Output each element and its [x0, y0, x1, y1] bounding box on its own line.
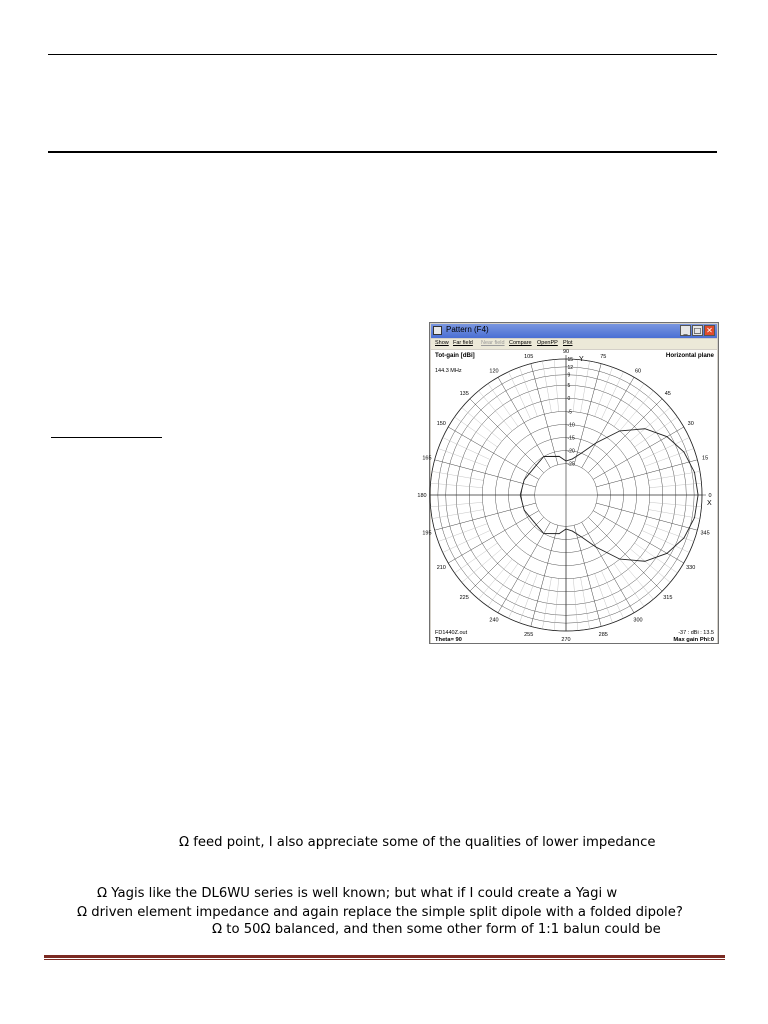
gain-point — [694, 472, 695, 473]
grid-spoke — [582, 522, 634, 613]
angle-label: 60 — [634, 368, 642, 375]
footer-rule — [44, 955, 725, 958]
gain-point — [534, 468, 535, 469]
section-underline — [51, 437, 162, 438]
gain-point — [534, 521, 535, 522]
gain-point — [645, 561, 646, 562]
radial-label: -5 — [567, 409, 572, 416]
gain-point — [520, 495, 521, 496]
grid-spoke — [593, 427, 684, 479]
grid-spoke — [581, 361, 590, 413]
gain-point — [667, 436, 668, 437]
menu-show[interactable]: Show — [435, 340, 449, 346]
angle-label: 210 — [436, 565, 446, 571]
grid-spoke — [470, 399, 544, 473]
grid-spoke — [642, 530, 689, 552]
gain-point — [596, 443, 597, 444]
grid-spoke — [470, 517, 544, 591]
max-gain-label: Max gain Phi:0 — [673, 637, 714, 643]
grid-spoke — [648, 510, 700, 519]
gain-label: Tot-gain [dBi] — [435, 352, 475, 359]
gain-point — [645, 428, 646, 429]
body-line-2: Ω Yagis like the DL6WU series is well known; but what if I could create a Yagi w — [97, 886, 618, 901]
theta-label: Theta= 90 — [435, 637, 462, 643]
grid-spoke — [432, 510, 484, 519]
title-rule — [48, 151, 717, 153]
angle-label: 150 — [436, 421, 446, 427]
grid-spoke — [443, 530, 490, 552]
angle-label: 300 — [633, 617, 643, 624]
angle-label: 180 — [417, 493, 427, 499]
grid-spoke — [582, 377, 634, 468]
radial-label: 5 — [567, 383, 571, 390]
x-axis-label: X — [707, 500, 712, 507]
grid-spoke — [498, 522, 550, 613]
radial-label: 0 — [567, 396, 571, 403]
grid-spoke — [542, 361, 551, 413]
angle-label: 75 — [600, 353, 607, 360]
grid-spoke — [581, 577, 590, 629]
radial-label: 12 — [567, 364, 574, 371]
grid-spoke — [648, 471, 700, 480]
grid-spoke — [574, 364, 601, 465]
menu-plot[interactable]: Plot — [563, 340, 573, 346]
grid-spoke — [448, 511, 539, 563]
gain-point — [698, 495, 699, 496]
body-line-4: Ω to 50Ω balanced, and then some other form of 1:1 balun could be — [212, 922, 661, 937]
window-titlebar[interactable] — [431, 324, 717, 338]
grid-spoke — [498, 377, 550, 468]
polar-chart — [417, 349, 717, 643]
angle-label: 225 — [459, 594, 469, 601]
menu-near-field[interactable]: Near field — [481, 340, 505, 346]
menubar — [431, 339, 717, 349]
menu-compare[interactable]: Compare — [509, 340, 532, 346]
angle-label: 45 — [664, 391, 671, 398]
grid-spoke — [542, 577, 551, 629]
angle-label: 15 — [702, 455, 709, 462]
grid-spoke — [443, 438, 490, 460]
grid-spoke — [435, 503, 536, 530]
gain-point — [572, 459, 573, 460]
angle-label: 195 — [422, 530, 432, 537]
grid-spoke — [531, 525, 558, 626]
radial-label: -20 — [567, 448, 575, 455]
grid-spoke — [531, 364, 558, 465]
scale-label: -37 : dBi : 13.5 — [678, 630, 714, 636]
gain-point — [684, 538, 685, 539]
grid-spoke — [593, 511, 684, 563]
grid-spoke — [509, 372, 531, 419]
y-axis-label: Y — [579, 356, 584, 363]
grid-spoke — [432, 471, 484, 480]
gain-point — [572, 531, 573, 532]
maximize-button[interactable]: □ — [693, 326, 702, 335]
angle-label: 270 — [561, 637, 571, 643]
grid-spoke — [574, 525, 601, 626]
header-rule — [48, 54, 717, 55]
angle-label: 255 — [524, 632, 534, 639]
gain-point — [524, 510, 525, 511]
gain-point — [684, 452, 685, 453]
grid-spoke — [509, 571, 531, 618]
radial-label: -15 — [567, 435, 575, 442]
gain-point — [543, 533, 544, 534]
gain-point — [667, 553, 668, 554]
angle-label: 315 — [663, 594, 673, 601]
angle-label: 0 — [708, 493, 712, 499]
radial-label: 15 — [567, 357, 574, 363]
angle-label: 90 — [562, 349, 570, 355]
body-line-1: Ω feed point, I also appreciate some of the qualities of lower impedance — [179, 835, 656, 850]
grid-spoke — [435, 460, 536, 487]
gain-point — [559, 533, 560, 534]
file-label: FD1440Z.out — [435, 630, 468, 636]
body-line-3: Ω driven element impedance and again replace the simple split dipole with a folded dipole? — [77, 905, 683, 920]
radial-label: 9 — [567, 372, 571, 379]
radial-label: -25 — [567, 461, 575, 468]
frequency-label: 144.3 MHz — [435, 368, 462, 374]
gain-point — [694, 517, 695, 518]
footer-rule-thin — [44, 959, 725, 960]
window-title: Pattern (F4) — [446, 325, 489, 334]
grid-spoke — [601, 571, 623, 618]
angle-label: 120 — [489, 368, 499, 375]
grid-spoke — [588, 399, 662, 473]
angle-label: 105 — [524, 353, 534, 360]
angle-label: 135 — [459, 391, 469, 398]
pattern-window — [417, 322, 719, 644]
gain-point — [559, 456, 560, 457]
grid-spoke — [601, 372, 623, 419]
angle-label: 240 — [489, 617, 499, 624]
grid-spoke — [642, 438, 689, 460]
gain-point — [581, 536, 582, 537]
close-button[interactable]: ✕ — [704, 325, 715, 336]
gain-point — [619, 559, 620, 560]
grid-spoke — [596, 460, 697, 487]
plot-canvas — [417, 349, 717, 643]
minimize-button[interactable]: _ — [680, 325, 691, 336]
gain-point — [581, 453, 582, 454]
gain-point — [566, 461, 567, 462]
angle-label: 285 — [598, 632, 608, 639]
plane-label: Horizontal plane — [665, 352, 714, 359]
gain-point — [524, 479, 525, 480]
grid-spoke — [448, 427, 539, 479]
radial-label: -10 — [567, 422, 575, 429]
angle-label: 165 — [422, 455, 432, 462]
gain-point — [619, 430, 620, 431]
gain-point — [566, 529, 567, 530]
grid-spoke — [588, 517, 662, 591]
gain-point — [543, 456, 544, 457]
gain-point — [596, 547, 597, 548]
angle-label: 330 — [686, 565, 696, 571]
menu-openpp[interactable]: OpenPP — [537, 340, 558, 346]
app-icon — [433, 326, 442, 335]
angle-label: 345 — [700, 530, 710, 537]
angle-label: 30 — [687, 421, 694, 427]
grid-spoke — [596, 503, 697, 530]
menu-far-field[interactable]: Far field — [453, 340, 473, 346]
angle-labels — [417, 349, 711, 643]
